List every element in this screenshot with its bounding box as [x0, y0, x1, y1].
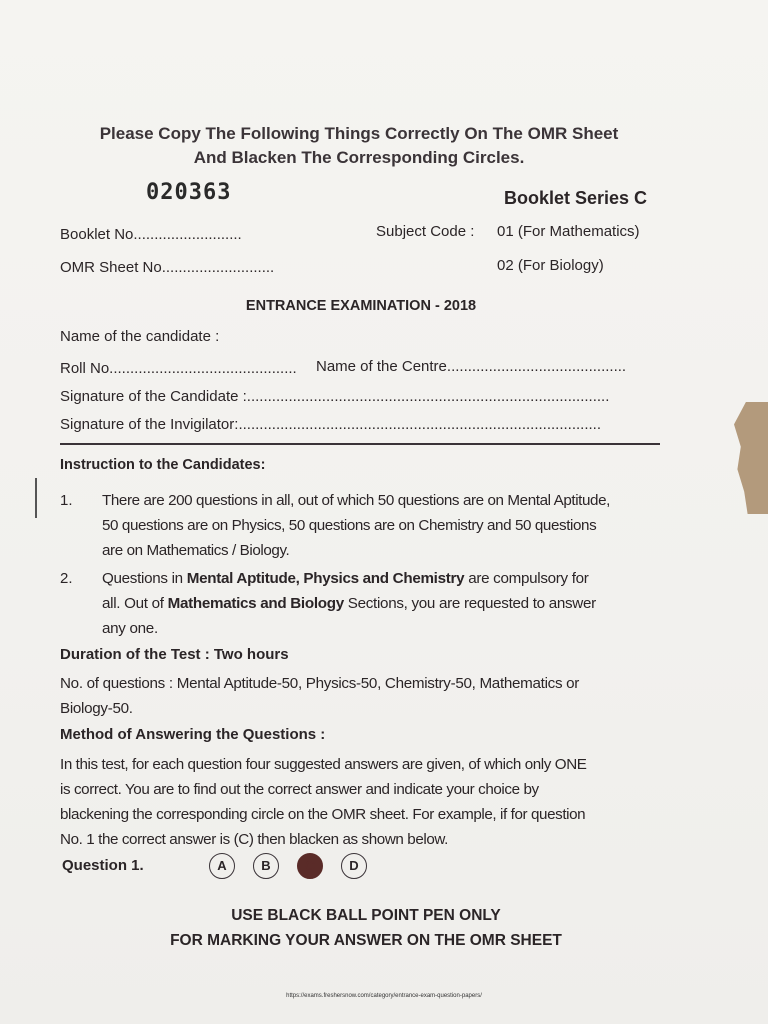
signature-invigilator: Signature of the Invigilator:.......................................................................................: [60, 416, 602, 433]
footer-line-2: FOR MARKING YOUR ANSWER ON THE OMR SHEET: [170, 932, 562, 949]
instruction-1-number: 1.: [60, 492, 73, 509]
method-heading: Method of Answering the Questions :: [60, 726, 326, 743]
num-questions: [60, 671, 680, 721]
signature-candidate: Signature of the Candidate :.......................................................................................: [60, 388, 610, 405]
booklet-series: Booklet Series C: [504, 188, 648, 208]
option-d-circle: D: [341, 853, 367, 879]
method-line-4: No. 1 the correct answer is (C) then blacken as shown below.: [60, 831, 448, 848]
method-line-2: is correct. You are to find out the correct answer and indicate your choice by: [60, 781, 539, 798]
instruction-2-part-2: are compulsory for: [468, 570, 589, 587]
header-line-1: Please Copy The Following Things Correctly On The OMR Sheet: [99, 124, 619, 143]
omr-sheet-no: OMR Sheet No...........................: [60, 259, 275, 276]
method-line-3: blackening the corresponding circle on the OMR sheet. For example, if for question: [60, 806, 586, 823]
instruction-2-part-4: Sections, you are requested to answer: [347, 595, 596, 612]
serial-number: 020363: [146, 180, 232, 205]
instruction-2-part-1: Questions in: [102, 570, 183, 587]
instruction-1-line-2: 50 questions are on Physics, 50 questions are on Chemistry and 50 questions: [102, 517, 597, 534]
duration: Duration of the Test : Two hours: [60, 646, 289, 663]
header-line-2: And Blacken The Corresponding Circles.: [193, 148, 525, 167]
instructions-heading: Instruction to the Candidates:: [60, 457, 266, 473]
instruction-1-text: [102, 488, 672, 563]
subject-code-label: Subject Code :: [376, 223, 475, 240]
centre-name: Name of the Centre...........................................: [316, 358, 627, 375]
instruction-2-number: 2.: [60, 570, 73, 587]
method-text: [60, 752, 680, 852]
num-questions-line-2: Biology-50.: [60, 700, 133, 717]
method-line-1: In this test, for each question four suggested answers are given, of which only ONE: [60, 756, 587, 773]
instruction-1-line-3: are on Mathematics / Biology.: [102, 542, 290, 559]
subject-code-2: 02 (For Biology): [497, 257, 604, 274]
num-questions-line-1: No. of questions : Mental Aptitude-50, Physics-50, Chemistry-50, Mathematics or: [60, 675, 580, 692]
instruction-2-part-5: any one.: [102, 620, 158, 637]
instruction-2-part-3: all. Out of: [102, 595, 164, 612]
subject-code-1: 01 (For Mathematics): [497, 223, 640, 240]
roll-no: Roll No.............................................: [60, 360, 297, 377]
example-label: Question 1.: [62, 857, 144, 874]
divider-rule: [60, 443, 660, 445]
option-b-circle: B: [253, 853, 279, 879]
pen-mark: [35, 478, 37, 518]
instruction-2-text: [102, 566, 672, 641]
source-url: https://exams.freshersnow.com/category/entrance-exam-question-papers/: [286, 993, 482, 999]
instruction-2-compulsory-subjects: Mental Aptitude, Physics and Chemistry: [186, 570, 465, 587]
option-a-circle: A: [209, 853, 235, 879]
footer-line-1: USE BLACK BALL POINT PEN ONLY: [231, 907, 501, 924]
candidate-name: Name of the candidate :: [60, 328, 220, 345]
instruction-1-line-1: There are 200 questions in all, out of which 50 questions are on Mental Aptitude,: [102, 492, 610, 509]
option-c-circle-filled: C: [297, 853, 323, 879]
instruction-2-optional-subjects: Mathematics and Biology: [167, 595, 344, 612]
booklet-no: Booklet No..........................: [60, 226, 242, 243]
exam-title: ENTRANCE EXAMINATION - 2018: [245, 298, 477, 314]
